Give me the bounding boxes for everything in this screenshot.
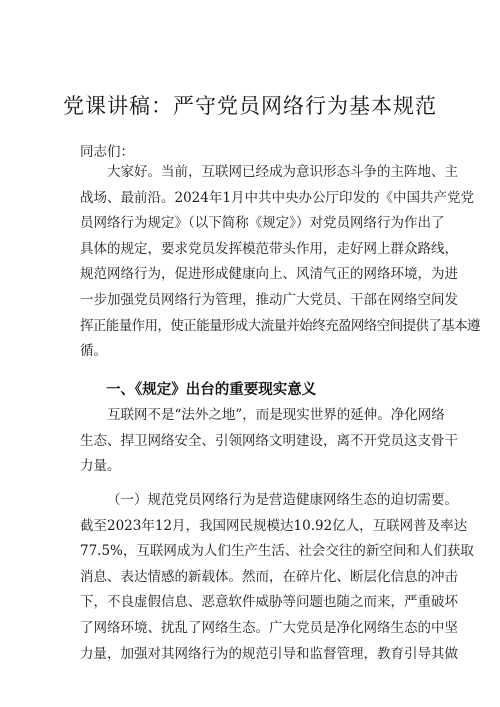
paragraph-line: （一）规范党员网络行为是营造健康网络生态的迫切需要。 xyxy=(107,492,458,508)
greeting: 同志们： xyxy=(80,144,134,160)
paragraph-line: 循。 xyxy=(80,343,107,360)
paragraph-line: 规范网络行为，促进形成健康向上、风清气正的网络环境，为进 xyxy=(80,266,458,283)
paragraph-line: 下，不良虚假信息、恶意软件威胁等问题也随之而来，严重破坏 xyxy=(80,594,458,611)
paragraph-line: 截至2023年12月，我国网民规模达10.92亿人，互联网普及率达 xyxy=(80,517,468,534)
paragraph-line: 力量。 xyxy=(80,458,121,475)
paragraph-line: 了网络环境、扰乱了网络生态。广大党员是净化网络生态的中坚 xyxy=(80,619,458,636)
paragraph-subsection1 xyxy=(80,488,474,667)
paragraph-line: 大家好。当前，互联网已经成为意识形态斗争的主阵地、主 xyxy=(107,164,458,180)
paragraph-line: 一步加强党员网络行为管理，推动广大党员、干部在网络空间发 xyxy=(80,291,458,308)
paragraph-line: 挥正能量作用，使正能量形成大流量并始终充盈网络空间提供了基本遵 xyxy=(80,317,480,334)
paragraph-line: 生态、捍卫网络安全、引领网络文明建设，离不开党员这支骨干 xyxy=(80,432,458,449)
paragraph-line: 具体的规定，要求党员发挥模范带头作用，走好网上群众路线， xyxy=(80,240,458,257)
paragraph-line: 消息、表达情感的新载体。然而，在碎片化、断层化信息的冲击 xyxy=(80,568,458,585)
paragraph-line: 77.5%，互联网成为人们生产生活、社会交往的新空间和人们获取 xyxy=(80,543,474,560)
section-heading: 一、《规定》出台的重要现实意义 xyxy=(106,382,317,398)
paragraph-section1-intro xyxy=(80,403,458,480)
paragraph-line: 战场、最前沿。2024年1月中共中央办公厅印发的《中国共产党党 xyxy=(80,189,474,206)
paragraph-line: 力量，加强对其网络行为的规范引导和监督管理，教育引导其做 xyxy=(80,645,458,662)
paragraph-line: 员网络行为规定》（以下简称《规定》）对党员网络行为作出了 xyxy=(80,215,445,232)
paragraph-line: 互联网不是“法外之地”，而是现实世界的延伸。净化网络 xyxy=(107,407,445,423)
document-title: 党课讲稿：严守党员网络行为基本规范 xyxy=(63,94,437,118)
paragraph-intro xyxy=(80,160,480,365)
